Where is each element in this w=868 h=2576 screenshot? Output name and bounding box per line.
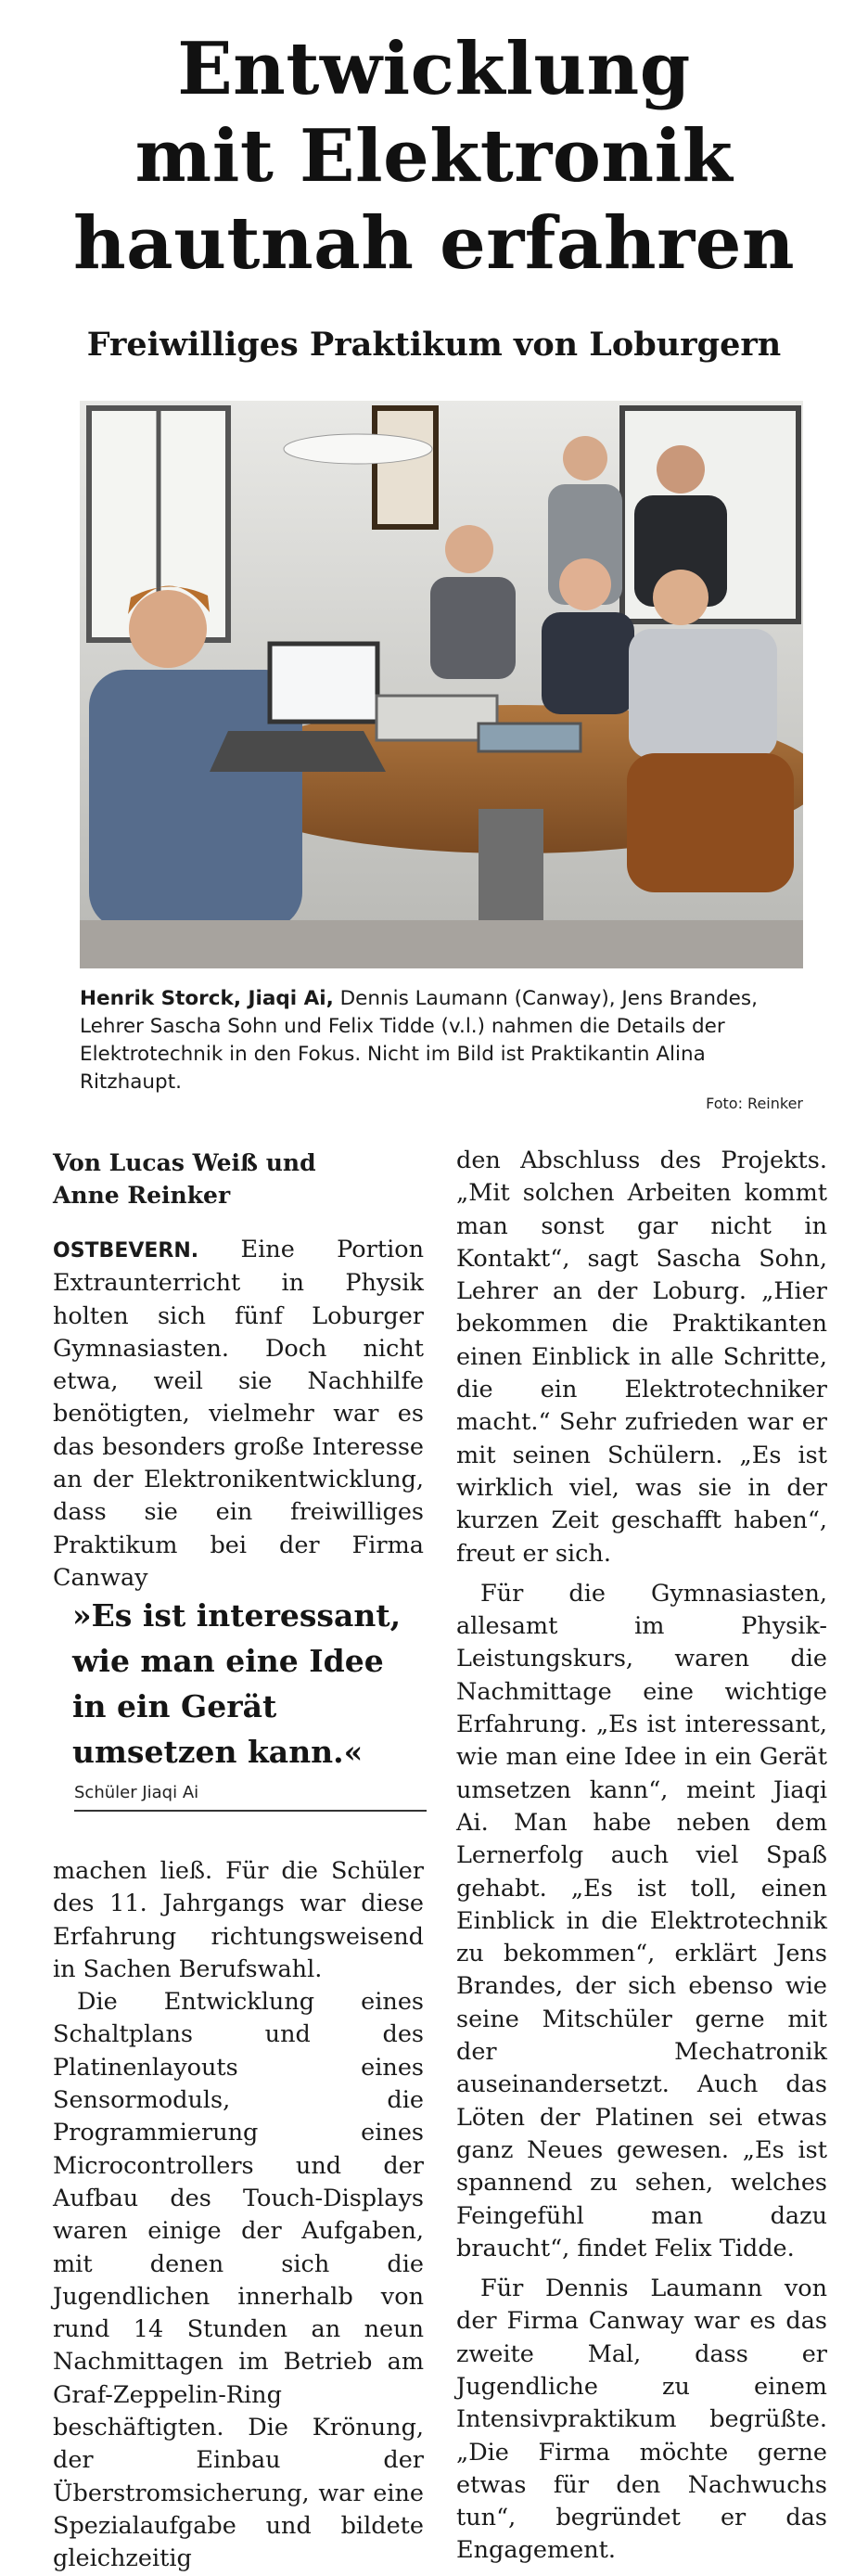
- byline: [53, 1147, 424, 1211]
- paragraph-3: den Abschluss des Projekts. „Mit solchen Arbeiten kommt man sonst gar nicht in Kontakt“, sagt Sascha Sohn, Lehrer an der Loburg. „Hier bekommen die Praktikanten einen Einblick in alle Schritte, die ein Elektrotechniker macht.“ Sehr zufrieden war er mit seinen Schülern. „Es ist wirklich viel, was sie in der kurzen Zeit geschafft haben“, freut er sich.: [456, 1147, 827, 1568]
- article-column-2: [456, 1145, 827, 2568]
- byline-line-2: Anne Reinker: [53, 1182, 231, 1209]
- pull-quote: »Es ist interessant, wie man eine Idee in ein Gerät umsetzen kann.«: [72, 1597, 402, 1770]
- headline-line-3: hautnah erfahren: [72, 201, 796, 286]
- paragraph-4: Für die Gymnasiasten, allesamt im Physik-Leistungskurs, waren die Nachmittage eine wichtige Erfahrung. „Es ist interessant, wie man eine Idee in ein Gerät umsetzen kann“, meint Jiaqi Ai. Man habe neben dem Lernerfolg auch viel Spaß gehabt. „Es ist toll, einen Einblick in die Elektrotechnik zu bekommen“, erklärt Jens Brandes, der sich ebenso wie seine Mitschüler gerne mit der Mechatronik auseinandersetzt. Auch das Löten der Platinen sei etwas ganz Neues gewesen. „Es ist spannend zu sehen, welches Feingefühl man dazu braucht“, findet Felix Tidde.: [456, 1579, 827, 2262]
- paragraph-2: Die Entwicklung eines Schaltplans und des Platinenlayouts eines Sensormoduls, die Programmierung eines Microcontrollers und der Aufbau des Touch-Displays waren einige der Aufgaben, mit denen sich die Jugendlichen innerhalb von rund 14 Stunden an neun Nachmittagen im Betrieb am Graf-Zeppelin-Ring beschäftigten. Die Krönung, der Einbau der Überstromsicherung, war eine Spezialaufgabe und bildete gleichzeitig: [53, 1988, 424, 2573]
- photo-caption: [80, 985, 803, 1096]
- caption-text: Dennis Laumann (Canway), Jens Brandes, Lehrer Sascha Sohn und Felix Tidde (v.l.) nahmen die Details der Elektrotechnik in den Fokus. Nicht im Bild ist Praktikantin Alina Ritzhaupt.: [80, 987, 758, 1094]
- pull-quote-attribution: Schüler Jiaqi Ai: [74, 1783, 427, 1812]
- paragraph-5: Für Dennis Laumann von der Firma Canway war es das zweite Mal, dass er Jugendliche zu einem Intensivpraktikum begrüßte. „Die Firma möchte gerne etwas für den Nachwuchs tun“, begründet er das Engagement.: [456, 2275, 827, 2565]
- headline: [37, 26, 831, 288]
- subheadline: Freiwilliges Praktikum von Loburgern: [86, 326, 782, 364]
- article-photo: [80, 401, 803, 968]
- byline-line-1: Von Lucas Weiß und: [53, 1149, 316, 1176]
- lead-paragraph-continued: machen ließ. Für die Schüler des 11. Jahrgangs war diese Erfahrung richtungsweisend in Sachen Berufswahl.: [53, 1857, 424, 1983]
- dateline: OSTBEVERN.: [53, 1239, 199, 1262]
- article-column-1-top: [53, 1234, 424, 1595]
- headline-line-2: mit Elektronik: [134, 114, 734, 199]
- headline-line-1: Entwicklung: [177, 27, 691, 111]
- photo-illustration: [80, 401, 803, 968]
- photo-credit: Foto: Reinker: [706, 1095, 803, 1112]
- lead-text: Eine Portion Extraunterricht in Physik holten sich fünf Loburger Gymnasiasten. Doch nicht etwa, weil sie Nachhilfe benötigten, vielmehr war es das besonders große Interesse an der Elektronikentwicklung, dass sie ein freiwilliges Praktikum bei der Firma Canway: [53, 1236, 424, 1592]
- article-column-1-bottom: [53, 1855, 424, 2576]
- caption-names: Henrik Storck, Jiaqi Ai,: [80, 987, 334, 1010]
- lead-paragraph: [53, 1234, 424, 1595]
